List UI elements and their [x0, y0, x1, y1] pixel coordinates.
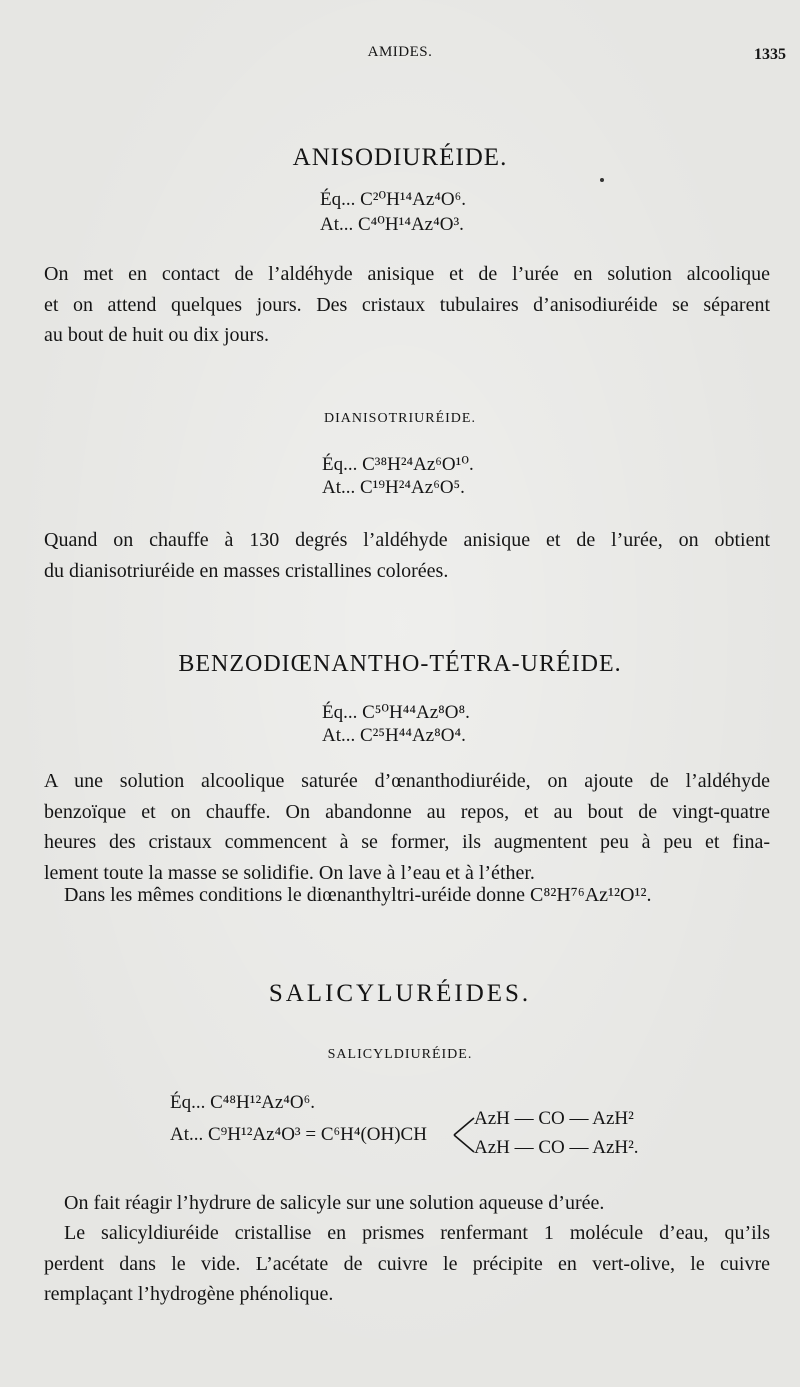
paragraph-salicyldiureide-2 — [44, 1218, 770, 1310]
formula-eq-dianisotriureide — [322, 453, 474, 476]
formula-value: C²⁰H¹⁴Az⁴O⁶. — [360, 189, 467, 210]
page-number: 1335 — [754, 46, 786, 63]
formula-value: C¹⁹H²⁴Az⁶O⁵. — [360, 477, 465, 498]
formula-eq-salicyldiureide — [170, 1092, 315, 1114]
formula-label: At... — [322, 725, 356, 746]
formula-branch-bottom: AzH — CO — AzH². — [474, 1137, 639, 1158]
paragraph-line: On met en contact de l’aldéhyde anisique et de l’urée en solution alcoolique — [44, 263, 770, 285]
paragraph-line: remplaçant l’hydrogène phénolique. — [44, 1283, 334, 1305]
section-title-dianisotriureide: DIANISOTRIURÉIDE. — [324, 411, 476, 426]
formula-value: C⁵⁰H⁴⁴Az⁸O⁸. — [362, 702, 470, 723]
formula-value: C³⁸H²⁴Az⁶O¹⁰. — [362, 454, 474, 475]
formula-value: C⁹H¹²Az⁴O³ = C⁶H⁴(OH)CH — [208, 1124, 427, 1145]
formula-label: Éq... — [170, 1092, 206, 1113]
formula-branch-top: AzH — CO — AzH² — [474, 1108, 634, 1129]
paragraph-salicyldiureide-1 — [64, 1188, 770, 1219]
paragraph-benzodioenantho-note — [64, 880, 770, 911]
paragraph-dianisotriureide — [44, 525, 770, 586]
section-title-anisodiureide: ANISODIURÉIDE. — [292, 144, 508, 171]
formula-label: Éq... — [320, 189, 356, 210]
paragraph-line: On fait réagir l’hydrure de salicyle sur une solution aqueuse d’urée. — [64, 1192, 605, 1214]
formula-at-anisodiureide — [320, 213, 464, 236]
paragraph-line: Le salicyldiuréide cristallise en prismes renfermant 1 molécule d’eau, qu’ils — [64, 1222, 770, 1244]
formula-eq-anisodiureide — [320, 188, 466, 211]
formula-at-salicyldiureide — [170, 1124, 427, 1146]
formula-label: At... — [320, 214, 354, 235]
paragraph-line: au bout de huit ou dix jours. — [44, 324, 269, 346]
paragraph-line: Quand on chauffe à 130 degrés l’aldéhyde anisique et de l’urée, on obtient — [44, 529, 770, 551]
paragraph-line: lement toute la masse se solidifie. On lave à l’eau et à l’éther. — [44, 861, 535, 884]
paragraph-line: et on attend quelques jours. Des cristaux tubulaires d’anisodiuréide se séparent — [44, 293, 770, 316]
formula-label: Éq... — [322, 454, 358, 475]
paragraph-line: benzoïque et on chauffe. On abandonne au repos, et au bout de vingt-quatre — [44, 800, 770, 823]
ink-dot — [600, 178, 604, 182]
paragraph-line: heures des cristaux commencent à se former, ils augmentent peu à peu et fina- — [44, 831, 770, 853]
paragraph-benzodioenantho — [44, 766, 770, 888]
section-title-benzodioenantho: BENZODIŒNANTHO-TÉTRA-URÉIDE. — [178, 651, 622, 677]
formula-value: C⁴⁰H¹⁴Az⁴O³. — [358, 214, 464, 235]
formula-at-benzodioenantho — [322, 725, 466, 747]
paragraph-line: perdent dans le vide. L’acétate de cuivre le précipite en vert-olive, le cuivre — [44, 1252, 770, 1275]
formula-label: Éq... — [322, 702, 358, 723]
running-header: AMIDES. — [367, 44, 433, 60]
formula-eq-benzodioenantho — [322, 701, 470, 724]
formula-value: C⁴⁸H¹²Az⁴O⁶. — [210, 1092, 316, 1113]
paragraph-line: Dans les mêmes conditions le diœnanthyltri-uréide donne C⁸²H⁷⁶Az¹²O¹². — [64, 884, 652, 906]
subsection-title-salicyldiureide: SALICYLDIURÉIDE. — [327, 1047, 473, 1062]
paragraph-line: du dianisotriuréide en masses cristallines colorées. — [44, 559, 449, 582]
formula-at-dianisotriureide — [322, 477, 465, 499]
section-title-salicylureides: SALICYLURÉIDES. — [268, 980, 532, 1007]
formula-label: At... — [170, 1124, 204, 1145]
formula-label: At... — [322, 477, 356, 498]
paragraph-anisodiureide — [44, 259, 770, 351]
formula-value: C²⁵H⁴⁴Az⁸O⁴. — [360, 725, 466, 746]
paragraph-line: A une solution alcoolique saturée d’œnanthodiuréide, on ajoute de l’aldéhyde — [44, 770, 770, 792]
